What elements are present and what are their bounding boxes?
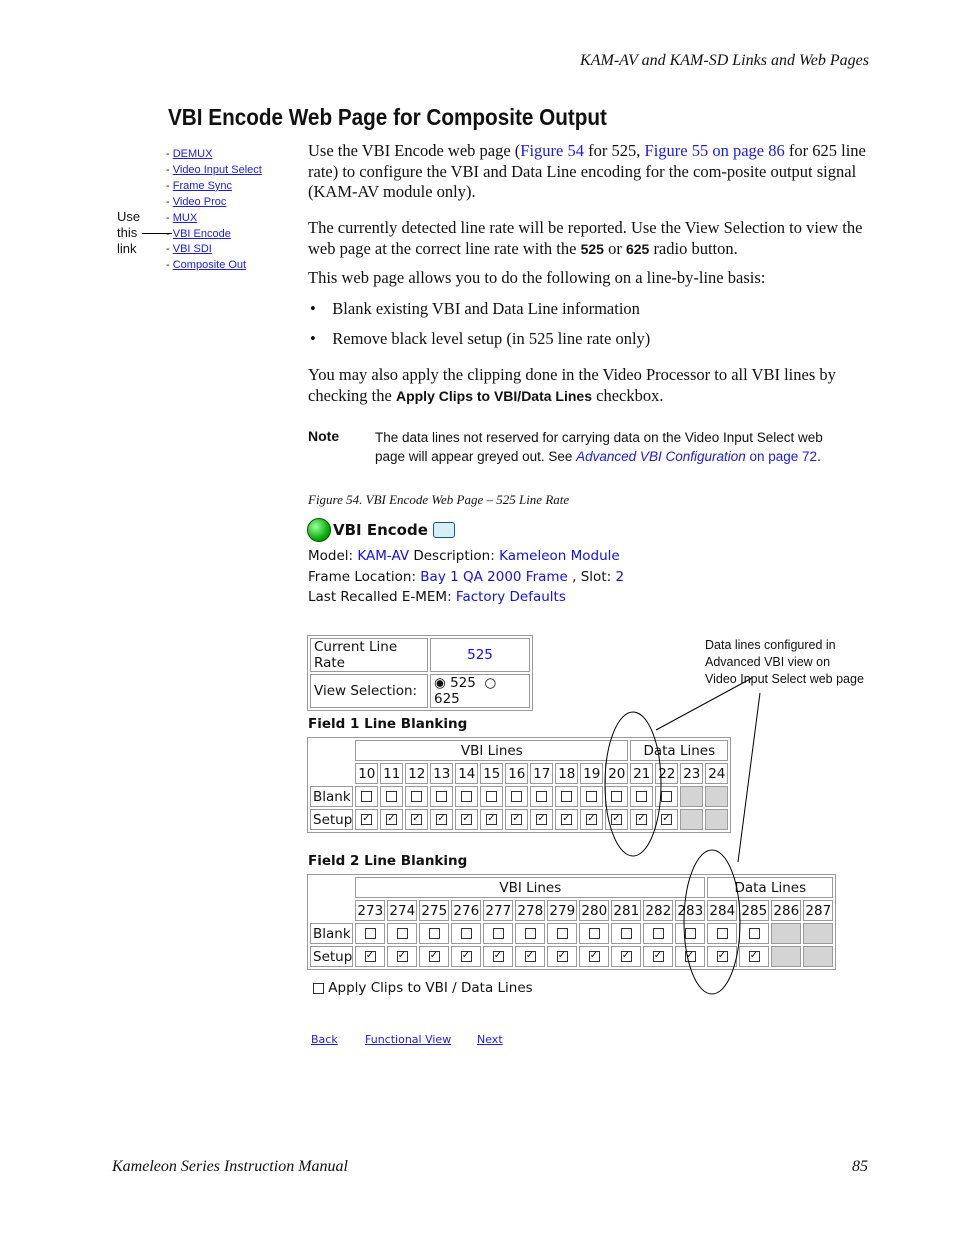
nav-link[interactable]: MUX (172, 211, 198, 224)
line-number-cell: 274 (387, 900, 417, 921)
intro-paragraph: Use the VBI Encode web page (Figure 54 for 525, Figure 55 on page 86 for 625 line rate) to configure the VBI and Data Line encoding for the com-posite output signal (KAM-AV module only). (308, 141, 866, 201)
apply-clips-row: Apply Clips to VBI / Data Lines (313, 980, 533, 996)
back-link[interactable]: Back (311, 1033, 338, 1046)
section-title: VBI Encode Web Page for Composite Output (168, 104, 607, 130)
line-number-cell: 17 (530, 763, 553, 784)
line-number-cell: 24 (705, 763, 728, 784)
nav-link[interactable]: DEMUX (172, 148, 213, 160)
field2-data-lines-ellipse (684, 850, 740, 994)
annotation-callout: Data lines configured in Advanced VBI view on Video Input Select web page (705, 638, 864, 686)
line-number-cell: 13 (430, 763, 453, 784)
line-number-cell: 285 (739, 900, 769, 921)
line-number-cell: 278 (515, 900, 545, 921)
line-number-cell: 276 (451, 900, 481, 921)
line-number-cell: 279 (547, 900, 577, 921)
line-number-cell: 18 (555, 763, 578, 784)
note-label: Note (308, 428, 340, 444)
line-number-cell: 287 (803, 900, 833, 921)
callout-line-1 (656, 678, 752, 730)
field2-title: Field 2 Line Blanking (308, 853, 468, 869)
nav-link-item: - Composite Out (166, 259, 247, 272)
frame-location-line: Frame Location: Bay 1 QA 2000 Frame , Slot: 2 (308, 569, 625, 585)
nav-link-item: - Video Input Select (166, 163, 262, 176)
vbi-lines-header: VBI Lines (355, 877, 705, 898)
line-number-cell: 21 (630, 763, 653, 784)
line-number-cell: 283 (675, 900, 705, 921)
figure-caption: Figure 54. VBI Encode Web Page – 525 Line Rate (308, 492, 570, 507)
nav-link-item: - DEMUX (166, 148, 213, 160)
line-number-cell: 23 (680, 763, 703, 784)
radio-625[interactable]: ○ 625 (434, 675, 497, 707)
line-number-cell: 280 (579, 900, 609, 921)
nav-link[interactable]: VBI SDI (172, 243, 212, 256)
nav-link[interactable]: VBI Encode (172, 227, 231, 240)
line-number-cell: 286 (771, 900, 801, 921)
line-number-cell: 277 (483, 900, 513, 921)
line-rate-paragraph: The currently detected line rate will be reported. Use the View Selection to view the web page at the correct line rate with the 525 or 625 radio button. (308, 218, 863, 258)
nav-link-item: - Video Proc (166, 195, 227, 208)
line-number-cell: 273 (355, 900, 385, 921)
radio-525[interactable]: ◉ 525 (434, 675, 476, 691)
webpage-title: VBI Encode (333, 521, 428, 539)
running-header: KAM-AV and KAM-SD Links and Web Pages (580, 52, 869, 69)
line-number-cell: 12 (405, 763, 428, 784)
setup-row-label: Setup (310, 809, 353, 830)
model-line: Model: KAM-AV Description: Kameleon Module (308, 548, 620, 564)
nav-link-item: - MUX (166, 211, 198, 224)
line-rate-label: Current Line Rate (310, 638, 428, 672)
field1-data-lines-ellipse (605, 712, 661, 856)
line-number-cell: 15 (480, 763, 503, 784)
figure-54-link[interactable]: Figure 54 (520, 141, 585, 160)
nav-link-item: - VBI SDI (166, 243, 212, 256)
figure-55-link[interactable]: Figure 55 on page 86 (644, 141, 785, 160)
note-text: The data lines not reserved for carrying data on the Video Input Select web page will appear greyed out. See Advanced VBI Configuration on page 72. (375, 430, 823, 464)
line-number-cell: 14 (455, 763, 478, 784)
line-number-cell: 16 (505, 763, 528, 784)
line-rate-value: 525 (430, 638, 530, 672)
nav-link[interactable]: Video Input Select (172, 163, 262, 176)
next-link[interactable]: Next (477, 1033, 503, 1046)
line-number-cell: 281 (611, 900, 641, 921)
nav-link[interactable]: Composite Out (172, 259, 247, 272)
line-number-cell: 282 (643, 900, 673, 921)
footer-manual-title: Kameleon Series Instruction Manual (112, 1158, 348, 1175)
clipping-paragraph: You may also apply the clipping done in the Video Processor to all VBI lines by checking the Apply Clips to VBI/Data Lines checkbox. (308, 365, 836, 405)
callout-line-2 (738, 693, 760, 862)
line-number-cell: 10 (355, 763, 378, 784)
field1-title: Field 1 Line Blanking (308, 716, 468, 732)
bullet-item: • Remove black level setup (in 525 line rate only) (310, 329, 651, 348)
data-lines-header: Data Lines (707, 877, 833, 898)
line-number-cell: 19 (580, 763, 603, 784)
nav-link[interactable]: Frame Sync (172, 179, 233, 192)
setup-row-label: Setup (310, 946, 353, 967)
blank-row-label: Blank (310, 786, 353, 807)
line-number-cell: 20 (605, 763, 628, 784)
nav-link-item: - Frame Sync (166, 179, 233, 192)
use-this-link-label: Use this link (117, 209, 141, 256)
page-number: 85 (852, 1158, 868, 1175)
capabilities-paragraph: This web page allows you to do the following on a line-by-line basis: (308, 268, 766, 287)
line-number-cell: 284 (707, 900, 737, 921)
emem-line: Last Recalled E-MEM: Factory Defaults (308, 589, 566, 605)
view-selection-label: View Selection: (310, 674, 428, 708)
emem-link[interactable]: Factory Defaults (455, 589, 566, 605)
advanced-vbi-link[interactable]: Advanced VBI Configuration (576, 449, 746, 464)
vbi-lines-header: VBI Lines (355, 740, 628, 761)
blank-row-label: Blank (310, 923, 353, 944)
data-lines-header: Data Lines (630, 740, 728, 761)
line-number-cell: 275 (419, 900, 449, 921)
line-number-cell: 22 (655, 763, 678, 784)
nav-link[interactable]: Video Proc (172, 195, 227, 208)
line-number-cell: 11 (380, 763, 403, 784)
bullet-item: • Blank existing VBI and Data Line information (310, 299, 640, 318)
functional-view-link[interactable]: Functional View (365, 1033, 452, 1046)
